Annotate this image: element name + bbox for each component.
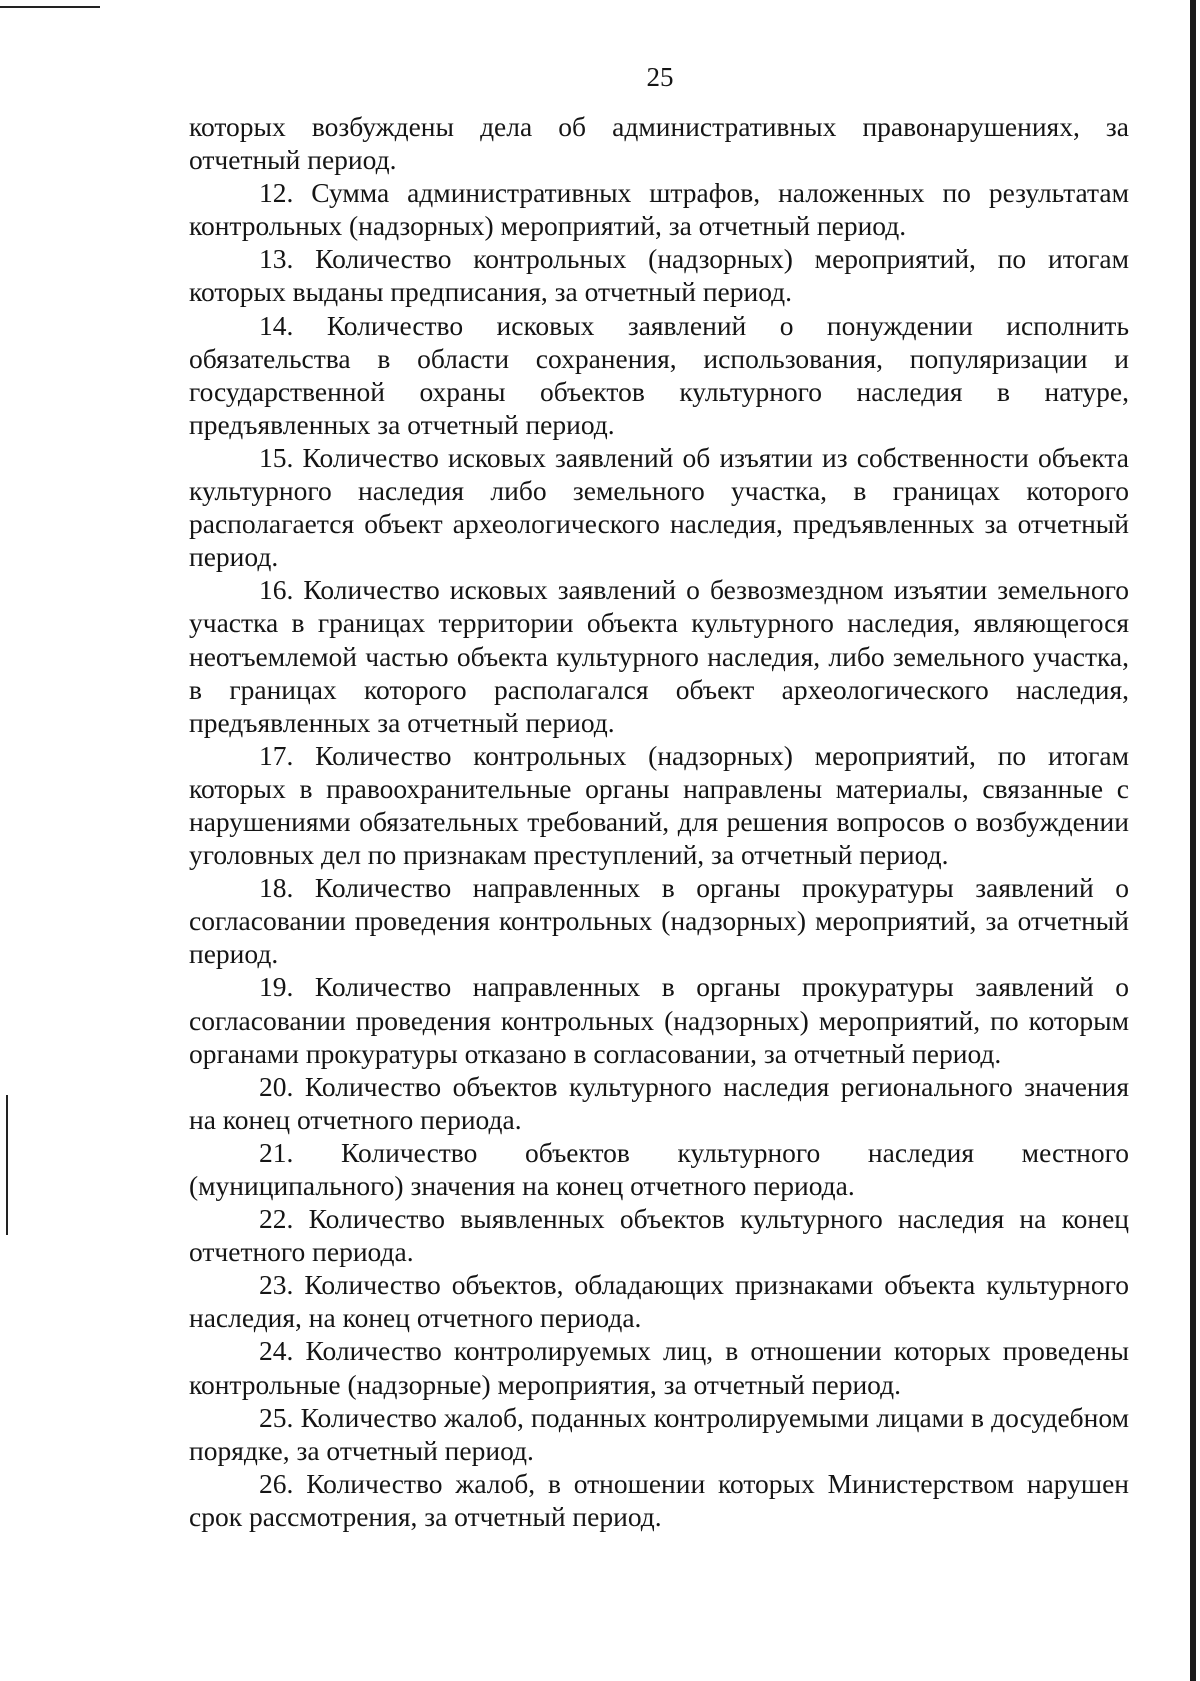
list-item: 15. Количество исковых заявлений об изъятии из собственности объекта культурного наследия либо земельного участка, в границах которого располагается объект археологического наследия, предъявленных за отчетный период. xyxy=(189,441,1129,573)
list-item: 19. Количество направленных в органы прокуратуры заявлений о согласовании проведения контрольных (надзорных) мероприятий, по которым органами прокуратуры отказано в согласовании, за отчетный период. xyxy=(189,971,1129,1069)
list-item: 14. Количество исковых заявлений о понуждении исполнить обязательства в области сохранения, использования, популяризации и государственной охраны объектов культурного наследия в натуре, предъявленных за отчетный период. xyxy=(189,309,1129,440)
list-item: 26. Количество жалоб, в отношении которых Министерством нарушен срок рассмотрения, за отчетный период. xyxy=(189,1467,1129,1532)
list-item: 25. Количество жалоб, поданных контролируемыми лицами в досудебном порядке, за отчетный период. xyxy=(189,1401,1129,1466)
page-edge-shadow xyxy=(1190,0,1196,1681)
paragraph-continuation: которых возбуждены дела об административных правонарушениях, за отчетный период. xyxy=(189,111,1129,176)
list-item: 23. Количество объектов, обладающих признаками объекта культурного наследия, на конец отчетного периода. xyxy=(189,1269,1129,1334)
page-number: 25 xyxy=(646,62,674,92)
list-item: 18. Количество направленных в органы прокуратуры заявлений о согласовании проведения контрольных (надзорных) мероприятий, за отчетный период. xyxy=(189,872,1129,970)
list-item: 24. Количество контролируемых лиц, в отношении которых проведены контрольные (надзорные) мероприятия, за отчетный период. xyxy=(189,1335,1129,1400)
list-item: 20. Количество объектов культурного наследия регионального значения на конец отчетного периода. xyxy=(189,1070,1129,1135)
list-item: 16. Количество исковых заявлений о безвозмездном изъятии земельного участка в границах территории объекта культурного наследия, являющегося неотъемлемой частью объекта культурного наследия, либо земельного участка, в границах которого располагался объект археологического наследия, предъявленных за отчетный период. xyxy=(189,574,1129,738)
list-item: 22. Количество выявленных объектов культурного наследия на конец отчетного периода. xyxy=(189,1203,1129,1268)
scan-mark-left xyxy=(6,1095,8,1235)
list-item: 17. Количество контрольных (надзорных) мероприятий, по итогам которых в правоохранительные органы направлены материалы, связанные с нарушениями обязательных требований, для решения вопросов о возбуждении уголовных дел по признакам преступлений, за отчетный период. xyxy=(189,739,1129,871)
list-item: 12. Сумма административных штрафов, наложенных по результатам контрольных (надзорных) мероприятий, за отчетный период. xyxy=(189,177,1129,242)
list-item: 13. Количество контрольных (надзорных) мероприятий, по итогам которых выданы предписания, за отчетный период. xyxy=(189,243,1129,308)
document-body xyxy=(189,110,1129,1533)
list-item: 21. Количество объектов культурного наследия местного (муниципального) значения на конец отчетного периода. xyxy=(189,1136,1129,1201)
scan-mark-top xyxy=(0,6,100,8)
